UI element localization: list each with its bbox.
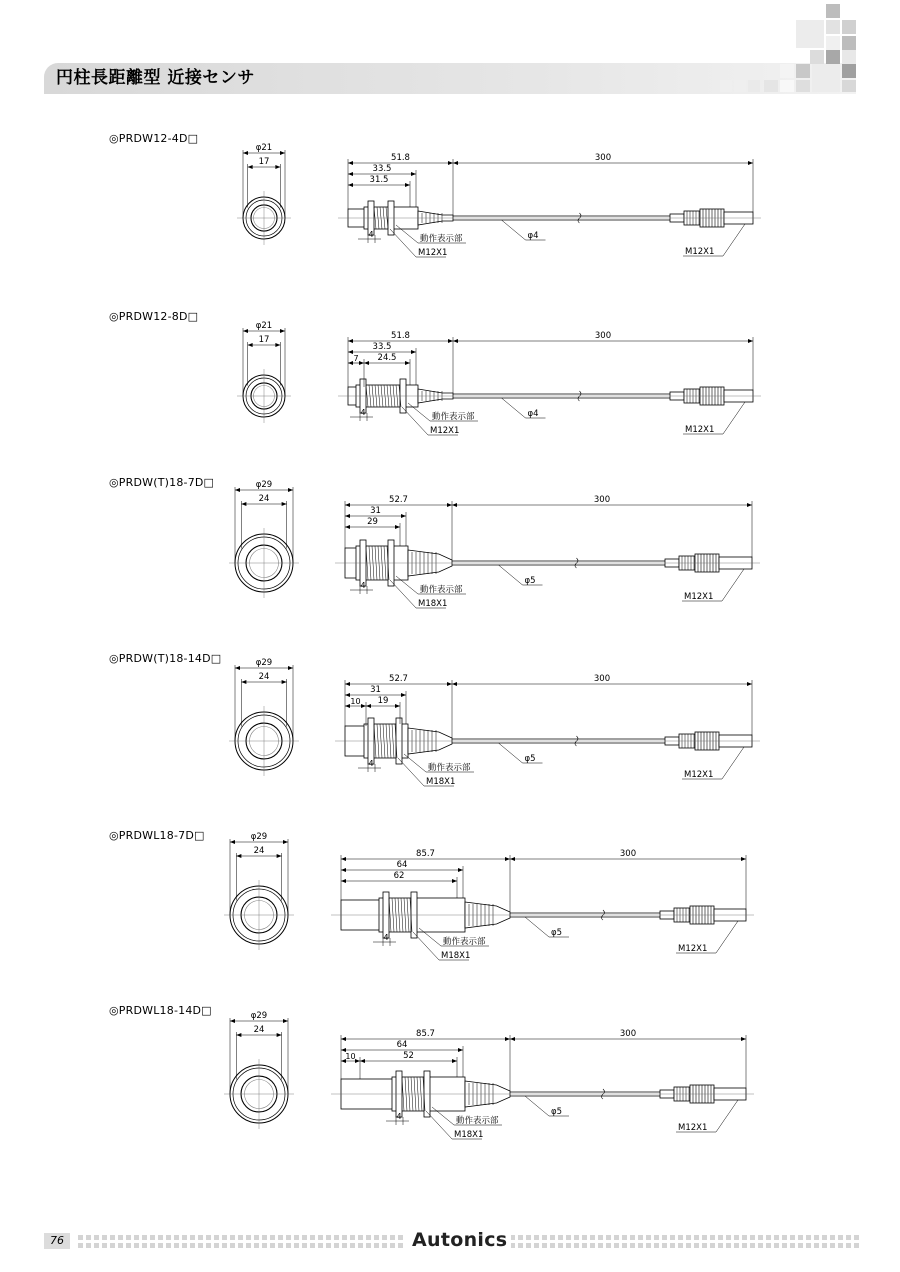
cable-diameter-label: φ5: [551, 928, 563, 938]
connector-label: M12X1: [678, 944, 708, 954]
nut-thickness-dim: 4: [368, 759, 374, 768]
thread-length-dim: 52: [403, 1051, 414, 1061]
front-view: [229, 658, 299, 776]
lead-length-dim: 10: [345, 1052, 356, 1061]
front-view: [224, 832, 294, 950]
sensor-drawing: [229, 658, 760, 787]
thread-length-dim: 31.5: [369, 175, 389, 185]
thread-length-dim: 24.5: [377, 353, 397, 363]
sensor-drawing: [237, 143, 761, 258]
section-title: ◎PRDW12-8D□: [109, 310, 199, 323]
cable-length-dim: 300: [593, 495, 611, 505]
thread-label: M18X1: [418, 599, 448, 609]
total-length-dim: 51.8: [391, 153, 410, 163]
side-view: [338, 379, 761, 413]
section-title: ◎PRDW(T)18-14D□: [109, 652, 222, 665]
cable-diameter-label: φ5: [551, 1107, 563, 1117]
outer-diameter-dim: φ29: [255, 658, 273, 668]
side-view: [338, 201, 761, 235]
brand-logo: Autonics: [408, 1228, 511, 1252]
total-length-dim: 52.7: [389, 495, 408, 505]
cable-length-dim: 300: [619, 1029, 637, 1039]
hex-width-dim: 24: [253, 846, 265, 856]
connector-label: M12X1: [685, 247, 715, 257]
thread-label: M18X1: [454, 1130, 484, 1140]
side-view: [331, 892, 754, 938]
leaders: [390, 565, 744, 609]
front-view: [237, 321, 291, 423]
outer-diameter-dim: φ29: [250, 832, 268, 842]
connector-label: M12X1: [678, 1123, 708, 1133]
thread-label: M18X1: [441, 951, 471, 961]
body-length-dim: 64: [396, 1040, 408, 1050]
thread-label: M12X1: [430, 426, 460, 436]
side-view: [331, 1071, 754, 1117]
page-number: 76: [44, 1233, 70, 1249]
side-view: [335, 718, 760, 764]
body-length-dim: 33.5: [372, 164, 392, 174]
lead-length-dim: 7: [353, 354, 359, 363]
indicator-label: 動作表示部: [432, 412, 475, 422]
body-length-dim: 31: [370, 685, 381, 695]
front-view: [237, 143, 291, 245]
total-length-dim: 51.8: [391, 331, 410, 341]
body-length-dim: 33.5: [372, 342, 392, 352]
section-title: ◎PRDWL18-14D□: [109, 1004, 212, 1017]
hex-width-dim: 24: [258, 672, 270, 682]
cable-diameter-label: φ4: [527, 231, 539, 241]
thread-label: M18X1: [426, 777, 456, 787]
total-length-dim: 52.7: [389, 674, 408, 684]
sensor-drawing: [229, 480, 760, 609]
body-length-dim: 64: [396, 860, 408, 870]
leaders: [402, 398, 745, 436]
sensor-drawing: [224, 1011, 754, 1140]
thread-length-dim: 19: [377, 696, 389, 706]
nut-thickness-dim: 4: [360, 408, 366, 417]
connector-label: M12X1: [684, 770, 714, 780]
thread-label: M12X1: [418, 248, 448, 258]
hex-width-dim: 24: [253, 1025, 265, 1035]
sensor-drawing: [224, 832, 754, 961]
lead-length-dim: 10: [350, 697, 361, 706]
indicator-label: 動作表示部: [428, 763, 471, 773]
dimension-lines: [348, 331, 753, 421]
thread-length-dim: 29: [367, 517, 378, 527]
page-title: 円柱長距離型 近接センサ: [56, 68, 255, 88]
cable-diameter-label: φ4: [527, 409, 539, 419]
cable-diameter-label: φ5: [524, 576, 536, 586]
connector-label: M12X1: [685, 425, 715, 435]
outer-diameter-dim: φ21: [255, 321, 273, 331]
outer-diameter-dim: φ21: [255, 143, 273, 153]
connector-label: M12X1: [684, 592, 714, 602]
section-title: ◎PRDW12-4D□: [109, 132, 199, 145]
leaders: [390, 220, 745, 258]
cable-diameter-label: φ5: [524, 754, 536, 764]
body-length-dim: 31: [370, 506, 381, 516]
section-title: ◎PRDWL18-7D□: [109, 829, 205, 842]
total-length-dim: 85.7: [416, 1029, 435, 1039]
section-title: ◎PRDW(T)18-7D□: [109, 476, 215, 489]
nut-thickness-dim: 4: [360, 581, 366, 590]
total-length-dim: 85.7: [416, 849, 435, 859]
front-view: [224, 1011, 294, 1129]
front-view: [229, 480, 299, 598]
dimension-lines: [348, 153, 753, 243]
indicator-label: 動作表示部: [420, 234, 463, 244]
cable-length-dim: 300: [593, 674, 611, 684]
cable-length-dim: 300: [619, 849, 637, 859]
outer-diameter-dim: φ29: [255, 480, 273, 490]
nut-thickness-dim: 4: [383, 933, 389, 942]
cable-length-dim: 300: [594, 153, 612, 163]
nut-thickness-dim: 4: [368, 230, 374, 239]
side-view: [335, 540, 760, 586]
outer-diameter-dim: φ29: [250, 1011, 268, 1021]
sensor-drawing: [237, 321, 761, 436]
hex-width-dim: 17: [258, 157, 270, 167]
hex-width-dim: 24: [258, 494, 270, 504]
indicator-label: 動作表示部: [420, 585, 463, 595]
thread-length-dim: 62: [393, 871, 405, 881]
hex-width-dim: 17: [258, 335, 270, 345]
nut-thickness-dim: 4: [396, 1112, 402, 1121]
cable-length-dim: 300: [594, 331, 612, 341]
indicator-label: 動作表示部: [456, 1116, 499, 1126]
leaders: [398, 743, 744, 787]
indicator-label: 動作表示部: [443, 937, 486, 947]
